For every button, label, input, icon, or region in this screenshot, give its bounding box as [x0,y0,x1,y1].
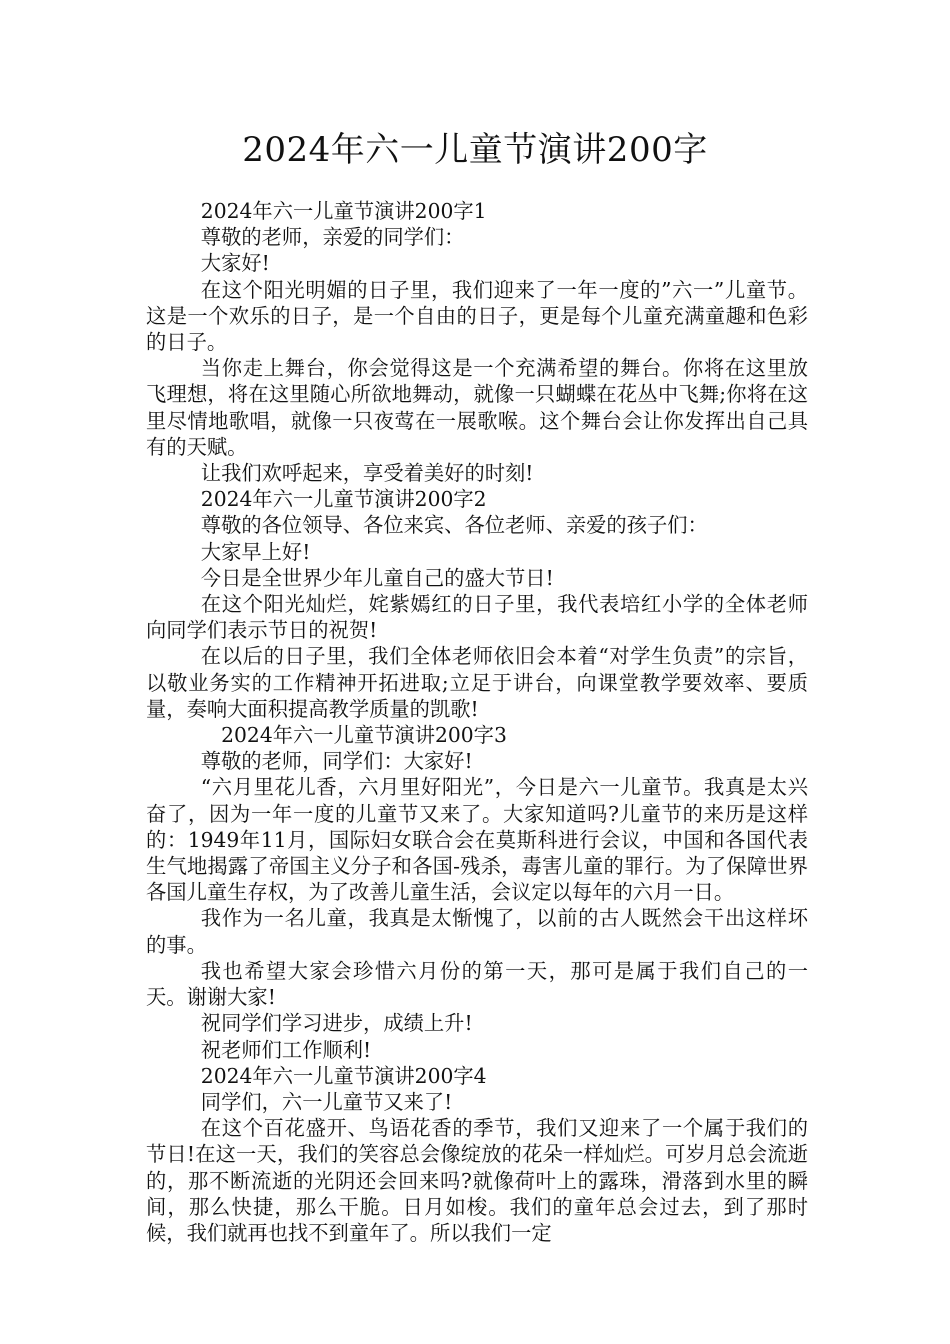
paragraph: 在这个百花盛开、鸟语花香的季节，我们又迎来了一个属于我们的节日!在这一天，我们的笑容总会像绽放的花朵一样灿烂。可岁月总会流逝的，那不断流逝的光阴还会回来吗?就像荷叶上的露珠，滑落到水里的瞬间，那么快捷，那么干脆。日月如梭。我们的童年总会过去，到了那时候，我们就再也找不到童年了。所以我们一定 [146,1116,808,1245]
paragraph: 我也希望大家会珍惜六月份的第一天，那可是属于我们自己的一天。谢谢大家! [146,958,808,1010]
paragraph: 在这个阳光灿烂，姹紫嫣红的日子里，我代表培红小学的全体老师向同学们表示节日的祝贺! [146,592,808,643]
document-body [146,198,808,1246]
paragraph: 在以后的日子里，我们全体老师依旧会本着“对学生负责”的宗旨，以敬业务实的工作精神开拓进取;立足于讲台，向课堂教学要效率、要质量，奏响大面积提高教学质量的凯歌! [146,644,808,721]
paragraph: 尊敬的老师，亲爱的同学们： [200,225,465,250]
paragraph: 同学们，六一儿童节又来了! [200,1089,453,1114]
speech-1-heading: 2024年六一儿童节演讲200字1 [200,199,487,223]
speech-3-heading: 2024年六一儿童节演讲200字3 [221,723,507,748]
paragraph: 让我们欢呼起来，享受着美好的时刻! [200,461,534,486]
paragraph: 祝同学们学习进步，成绩上升! [200,1011,473,1036]
paragraph: 我作为一名儿童，我真是太惭愧了，以前的古人既然会干出这样坏的事。 [146,906,808,957]
speech-4-heading: 2024年六一儿童节演讲200字4 [200,1063,487,1088]
paragraph: 大家早上好! [200,539,311,564]
document-title: 2024年六一儿童节演讲200字 [242,130,708,170]
paragraph: “六月里花儿香，六月里好阳光”，今日是六一儿童节。我真是太兴奋了，因为一年一度的儿童节又来了。大家知道吗?儿童节的来历是这样的：1949年11月，国际妇女联合会在莫斯科进行会议，中国和各国代表生气地揭露了帝国主义分子和各国-残杀，毒害儿童的罪行。为了保障世界各国儿童生存权，为了改善儿童生活，会议定以每年的六月一日。 [146,775,808,905]
speech-2-heading: 2024年六一儿童节演讲200字2 [200,487,487,512]
paragraph: 当你走上舞台，你会觉得这是一个充满希望的舞台。你将在这里放飞理想，将在这里随心所欲地舞动，就像一只蝴蝶在花丛中飞舞;你将在这里尽情地歌唱，就像一只夜莺在一展歌喉。这个舞台会让你发挥出自己具有的天赋。 [146,356,808,459]
paragraph: 尊敬的各位领导、各位来宾、各位老师、亲爱的孩子们： [200,513,708,538]
paragraph: 在这个阳光明媚的日子里，我们迎来了一年一度的”六一”儿童节。这是一个欢乐的日子，是一个自由的日子，更是每个儿童充满童趣和色彩的日子。 [146,277,808,355]
paragraph: 今日是全世界少年儿童自己的盛大节日! [200,565,554,590]
paragraph: 尊敬的老师，同学们：大家好! [200,749,473,774]
paragraph: 大家好! [200,251,270,276]
paragraph: 祝老师们工作顺利! [200,1037,372,1062]
